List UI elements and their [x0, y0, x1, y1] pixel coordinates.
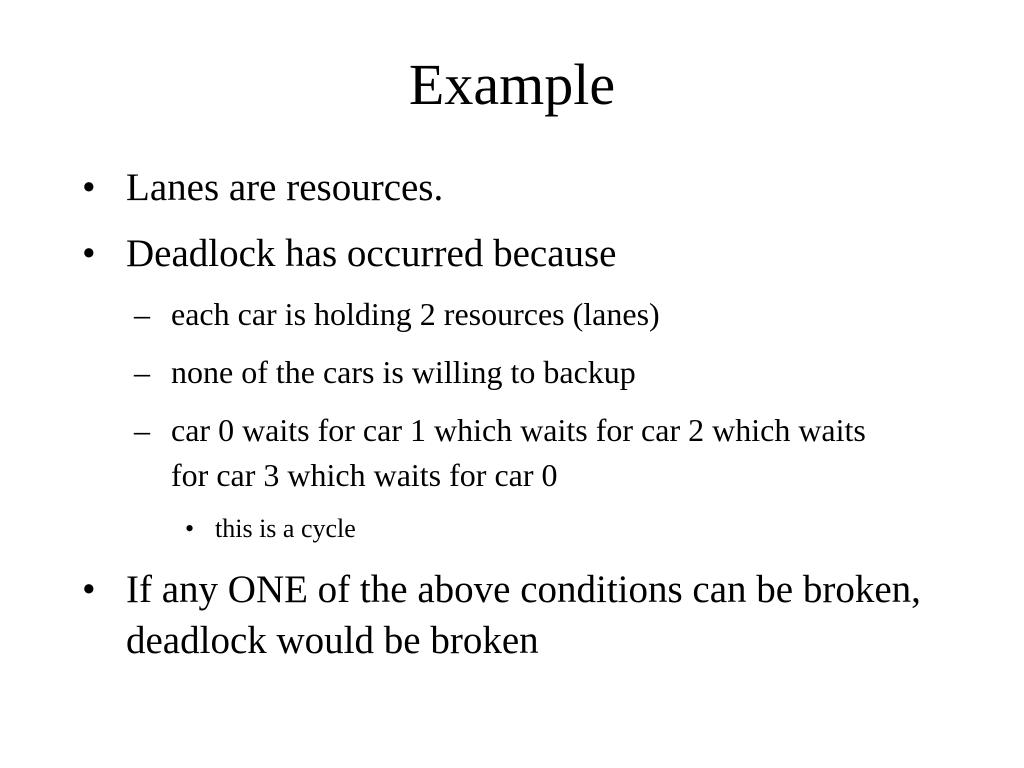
slide-title: Example [408, 52, 616, 117]
sub-bullet-item [134, 350, 934, 395]
bullet-marker: • [82, 232, 96, 275]
sub-bullet-item [134, 408, 894, 498]
sub-sub-bullet-item [185, 512, 785, 546]
bullet-marker: • [185, 514, 195, 543]
bullet-text: Lanes are resources. [126, 166, 444, 209]
bullet-marker: • [82, 568, 96, 611]
bullet-text: If any ONE of the above conditions can be broken, deadlock would be broken [126, 568, 921, 662]
dash-marker: – [134, 354, 150, 390]
sub-bullet-item [134, 292, 934, 337]
bullet-item [82, 162, 962, 213]
bullet-marker: • [82, 166, 96, 209]
sub-bullet-text: none of the cars is willing to backup [171, 354, 636, 390]
bullet-item [82, 228, 962, 279]
sub-bullet-text: car 0 waits for car 1 which waits for car 2 which waits for car 3 which waits for car 0 [171, 412, 866, 493]
bullet-text: Deadlock has occurred because [126, 232, 617, 275]
sub-sub-bullet-text: this is a cycle [215, 514, 356, 543]
sub-bullet-text: each car is holding 2 resources (lanes) [171, 296, 660, 332]
dash-marker: – [134, 412, 150, 448]
bullet-item [82, 564, 942, 666]
dash-marker: – [134, 296, 150, 332]
